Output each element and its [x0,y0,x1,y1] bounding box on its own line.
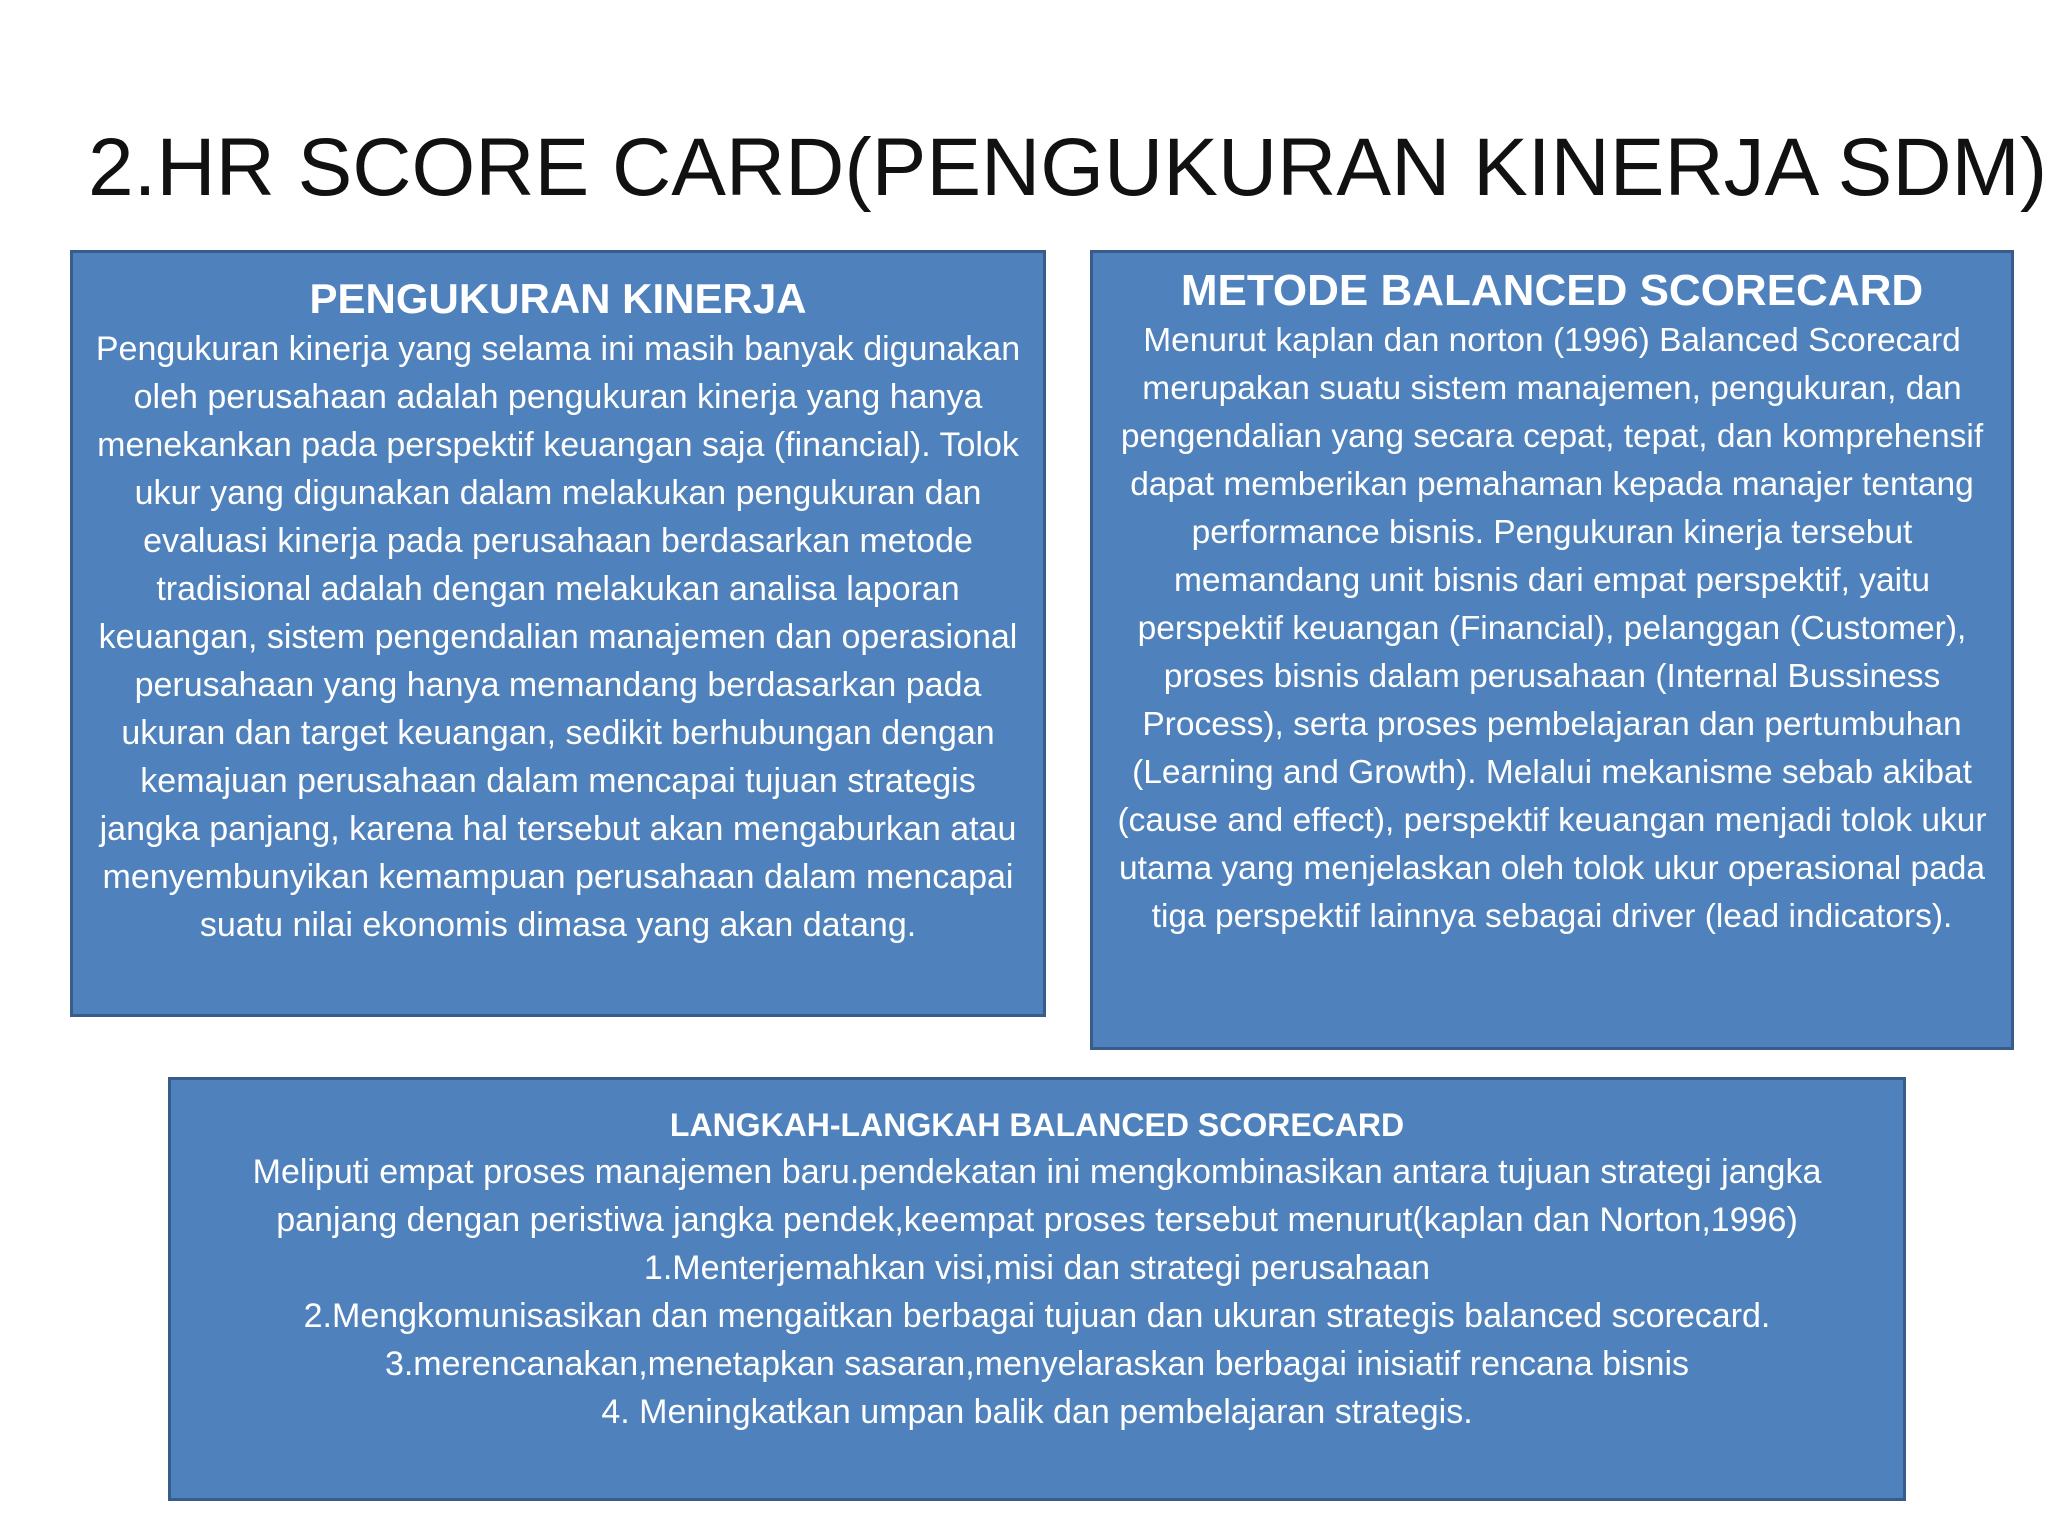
langkah-langkah-steps [191,1244,1883,1436]
balanced-scorecard-heading: METODE BALANCED SCORECARD [1180,266,1924,315]
step-item: 3.merencanakan,menetapkan sasaran,menyelaraskan berbagai inisiatif rencana bisnis [384,1345,1690,1383]
balanced-scorecard-box [1090,250,2014,1050]
pengukuran-kinerja-text: Pengukuran kinerja yang selama ini masih banyak digunakan oleh perusahaan adalah pengukuran kinerja yang hanya menekankan pada perspektif keuangan saja (financial). Tolok ukur yang digunakan dalam melakukan pengukuran dan evaluasi kinerja pada perusahaan berdasarkan metode tradisional adalah dengan melakukan analisa laporan keuangan, sistem pengendalian manajemen dan operasional perusahaan yang hanya memandang berdasarkan pada ukuran dan target keuangan, sedikit berhubungan dengan kemajuan perusahaan dalam mencapai tujuan strategis jangka panjang, karena hal tersebut akan mengaburkan atau menyembunyikan kemampuan perusahaan dalam mencapai suatu nilai ekonomis dimasa yang akan datang. [95,330,1021,944]
step-item: 1.Menterjemahkan visi,misi dan strategi perusahaan [643,1249,1431,1287]
step-item: 4. Meningkatkan umpan balik dan pembelajaran strategis. [601,1393,1473,1431]
pengukuran-kinerja-heading: PENGUKURAN KINERJA [309,275,807,322]
langkah-langkah-heading: LANGKAH-LANGKAH BALANCED SCORECARD [669,1107,1405,1143]
balanced-scorecard-text: Menurut kaplan dan norton (1996) Balanced Scorecard merupakan suatu sistem manajemen, pengukuran, dan pengendalian yang secara cepat, tepat, dan komprehensif dapat memberikan pemahaman kepada manajer tentang performance bisnis. Pengukuran kinerja tersebut memandang unit bisnis dari empat perspektif, yaitu perspektif keuangan (Financial), pelanggan (Customer), proses bisnis dalam perusahaan (Internal Bussiness Process), serta proses pembelajaran dan pertumbuhan (Learning and Growth). Melalui mekanisme sebab akibat (cause and effect), perspektif keuangan menjadi tolok ukur utama yang menjelaskan oleh tolok ukur operasional pada tiga perspektif lainnya sebagai driver (lead indicators). [1117,322,1987,935]
langkah-langkah-box [168,1077,1906,1501]
slide-title: 2.HR SCORE CARD(PENGUKURAN KINERJA SDM) [88,122,2048,213]
step-item: 2.Mengkomunisasikan dan mengaitkan berbagai tujuan dan ukuran strategis balanced scorecard. [303,1297,1771,1335]
pengukuran-kinerja-box [70,250,1046,1017]
langkah-langkah-intro: Meliputi empat proses manajemen baru.pendekatan ini mengkombinasikan antara tujuan strategi jangka panjang dengan peristiwa jangka pendek,keempat proses tersebut menurut(kaplan dan Norton,1996) [252,1153,1822,1239]
